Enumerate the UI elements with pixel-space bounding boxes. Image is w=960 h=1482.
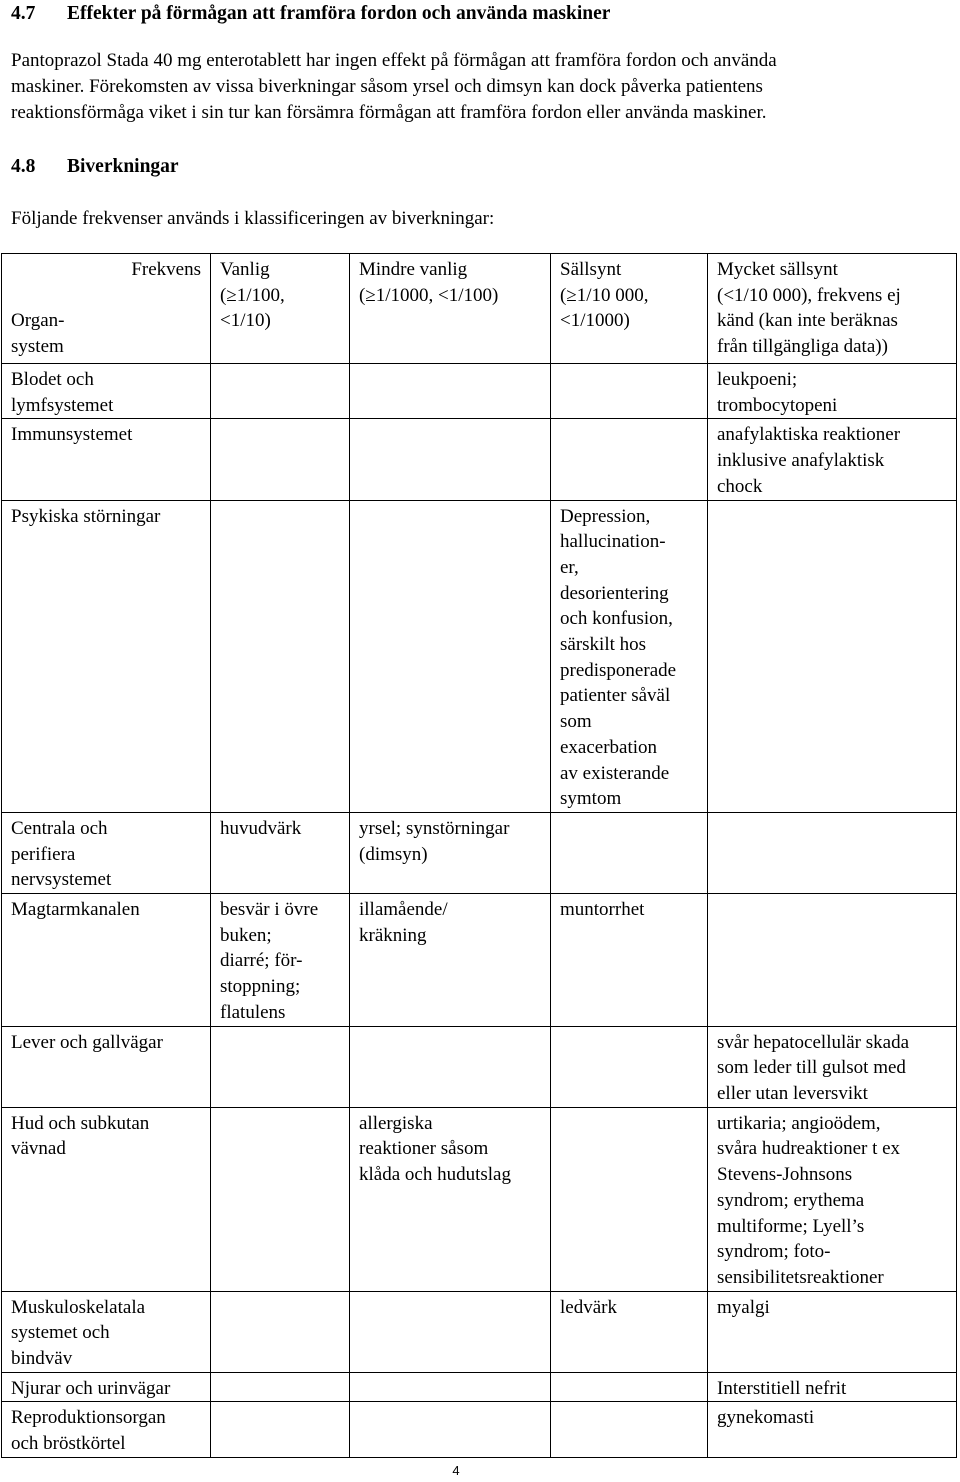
reaction-line: klåda och hudutslag xyxy=(359,1164,511,1186)
section-4-8-intro xyxy=(11,206,956,232)
frequency-header-line: (≥1/1000, <1/100) xyxy=(359,284,499,306)
frequency-header-label: Frekvens xyxy=(131,259,201,280)
section-title: Biverkningar xyxy=(67,156,179,177)
reaction-cell xyxy=(551,1107,708,1291)
reaction-line: symtom xyxy=(560,788,622,810)
organ-system-cell xyxy=(2,812,211,893)
reaction-line: svår hepatocellulär skada xyxy=(717,1031,910,1053)
reaction-line: Stevens-Johnsons xyxy=(717,1164,853,1186)
reaction-line: eller utan leversvikt xyxy=(717,1082,868,1104)
reaction-cell xyxy=(350,419,551,500)
organ-system-cell xyxy=(2,1291,211,1372)
table-row xyxy=(2,812,957,893)
reaction-cell xyxy=(551,1402,708,1457)
frequency-header-line: (<1/10 000), frekvens ej xyxy=(717,284,901,306)
frequency-header-line: Sällsynt xyxy=(560,259,622,280)
table-row xyxy=(2,1026,957,1107)
body-line: Pantoprazol Stada 40 mg enterotablett har ingen effekt på förmågan att framföra fordon och använda xyxy=(11,50,777,71)
reaction-line: allergiska xyxy=(359,1112,433,1134)
reaction-line: ledvärk xyxy=(560,1296,617,1318)
table-row xyxy=(2,500,957,812)
reaction-cell xyxy=(551,1372,708,1402)
organ-system-line: Blodet och xyxy=(11,369,94,390)
organ-system-cell xyxy=(2,419,211,500)
reaction-cell xyxy=(708,1107,957,1291)
organ-system-line: vävnad xyxy=(11,1138,66,1160)
organ-system-cell xyxy=(2,500,211,812)
reaction-cell xyxy=(211,1026,350,1107)
table-row xyxy=(2,894,957,1027)
reaction-line: som xyxy=(560,711,592,733)
reaction-line: sensibilitetsreaktioner xyxy=(717,1266,884,1288)
reaction-line: urtikaria; angioödem, xyxy=(717,1112,881,1134)
organ-system-cell xyxy=(2,1372,211,1402)
reaction-cell xyxy=(551,894,708,1027)
reaction-line: syndrom; erythema xyxy=(717,1189,865,1211)
organ-system-line: Magtarmkanalen xyxy=(11,899,140,921)
reaction-line: kräkning xyxy=(359,924,427,946)
frequency-header-line: Mycket sällsynt xyxy=(717,259,838,280)
reaction-cell xyxy=(708,894,957,1027)
organ-system-header-label: Organ- xyxy=(11,310,65,332)
organ-system-line: lymfsystemet xyxy=(11,394,114,416)
reaction-line: särskilt hos xyxy=(560,634,647,656)
reaction-line: Depression, xyxy=(560,505,651,527)
reaction-line: anafylaktiska reaktioner xyxy=(717,424,901,446)
organ-system-line: perifiera xyxy=(11,843,76,865)
table-row xyxy=(2,364,957,419)
reaction-cell xyxy=(708,1026,957,1107)
intro-text: Följande frekvenser används i klassificeringen av biverkningar: xyxy=(11,208,495,229)
reaction-cell xyxy=(211,812,350,893)
reaction-cell xyxy=(708,1372,957,1402)
reaction-cell xyxy=(708,1402,957,1457)
reaction-cell xyxy=(350,1107,551,1291)
organ-system-cell xyxy=(2,894,211,1027)
frequency-header-line: från tillgängliga data)) xyxy=(717,336,888,358)
frequency-header-line: <1/1000) xyxy=(560,310,630,332)
reaction-line: huvudvärk xyxy=(220,817,302,839)
section-4-7-heading xyxy=(11,1,610,27)
organ-system-line: Njurar och urinvägar xyxy=(11,1377,171,1399)
table-row xyxy=(2,1402,957,1457)
reaction-cell xyxy=(708,1291,957,1372)
reaction-cell xyxy=(708,419,957,500)
page-number: 4 xyxy=(452,1463,460,1478)
organ-system-line: och bröstkörtel xyxy=(11,1433,126,1455)
organ-system-cell xyxy=(2,1107,211,1291)
reaction-cell xyxy=(708,500,957,812)
reaction-line: multiforme; Lyell’s xyxy=(717,1215,865,1237)
frequency-header-line: (≥1/100, xyxy=(220,284,285,306)
frequency-header-cell xyxy=(350,254,551,364)
corner-spacer xyxy=(11,283,201,309)
reaction-line: trombocytopeni xyxy=(717,394,838,416)
reaction-line: muntorrhet xyxy=(560,899,645,921)
reaction-cell xyxy=(551,1026,708,1107)
organ-system-line: Immunsystemet xyxy=(11,424,133,446)
body-line: maskiner. Förekomsten av vissa biverkningar såsom yrsel och dimsyn kan dock påverka patientens xyxy=(11,76,763,97)
reaction-cell xyxy=(551,500,708,812)
reaction-line: av existerande xyxy=(560,762,670,784)
reaction-line: predisponerade xyxy=(560,659,677,681)
reaction-cell xyxy=(551,419,708,500)
reaction-line: myalgi xyxy=(717,1296,770,1318)
reaction-line: inklusive anafylaktisk xyxy=(717,450,885,472)
reaction-line: (dimsyn) xyxy=(359,843,428,865)
section-4-8-heading xyxy=(11,154,179,180)
reaction-line: yrsel; synstörningar xyxy=(359,817,510,839)
table-row xyxy=(2,1107,957,1291)
organ-system-line: Centrala och xyxy=(11,817,108,839)
frequency-header-cell xyxy=(551,254,708,364)
reaction-line: stoppning; xyxy=(220,976,301,998)
organ-system-line: Hud och subkutan xyxy=(11,1112,150,1134)
section-4-7-body xyxy=(11,48,956,126)
reaction-line: hallucination- xyxy=(560,531,666,553)
reaction-line: svåra hudreaktioner t ex xyxy=(717,1138,901,1160)
reaction-cell xyxy=(708,364,957,419)
table-row xyxy=(2,1372,957,1402)
section-title: Effekter på förmågan att framföra fordon och använda maskiner xyxy=(67,3,611,24)
frequency-header-cell xyxy=(708,254,957,364)
adverse-reactions-table xyxy=(1,253,957,1458)
organ-system-line: bindväv xyxy=(11,1348,73,1370)
reaction-cell xyxy=(211,500,350,812)
reaction-line: illamående/ xyxy=(359,899,448,921)
reaction-cell xyxy=(551,364,708,419)
organ-system-line: Lever och gallvägar xyxy=(11,1031,163,1053)
reaction-line: chock xyxy=(717,475,763,497)
reaction-line: desorientering xyxy=(560,582,669,604)
organ-system-cell xyxy=(2,364,211,419)
reaction-cell xyxy=(211,894,350,1027)
reaction-line: diarré; för- xyxy=(220,950,303,972)
reaction-line: flatulens xyxy=(220,1001,286,1023)
reaction-line: besvär i övre xyxy=(220,899,319,921)
reaction-cell xyxy=(708,812,957,893)
reaction-cell xyxy=(350,1291,551,1372)
frequency-header-line: <1/10) xyxy=(220,310,271,332)
frequency-header-line: Vanlig xyxy=(220,259,270,280)
reaction-line: buken; xyxy=(220,924,272,946)
reaction-cell xyxy=(211,419,350,500)
section-number: 4.8 xyxy=(11,156,36,177)
reaction-line: er, xyxy=(560,556,579,578)
frequency-header-line: Mindre vanlig xyxy=(359,259,468,280)
reaction-cell xyxy=(211,1372,350,1402)
reaction-cell xyxy=(350,1372,551,1402)
table-row xyxy=(2,1291,957,1372)
reaction-cell xyxy=(350,500,551,812)
organ-system-cell xyxy=(2,1402,211,1457)
reaction-cell xyxy=(350,812,551,893)
organ-system-line: Reproduktionsorgan xyxy=(11,1407,166,1429)
reaction-line: exacerbation xyxy=(560,736,658,758)
body-line: reaktionsförmåga viket i sin tur kan försämra förmågan att framföra fordon eller använda maskiner. xyxy=(11,102,767,123)
organ-system-cell xyxy=(2,1026,211,1107)
reaction-cell xyxy=(350,1402,551,1457)
reaction-cell xyxy=(551,1291,708,1372)
organ-system-line: systemet och xyxy=(11,1322,110,1344)
reaction-line: syndrom; foto- xyxy=(717,1241,831,1263)
organ-system-line: nervsystemet xyxy=(11,869,112,891)
reaction-cell xyxy=(551,812,708,893)
frequency-header-cell xyxy=(211,254,350,364)
table-row xyxy=(2,419,957,500)
reaction-line: och konfusion, xyxy=(560,608,673,630)
frequency-header-line: (≥1/10 000, xyxy=(560,284,649,306)
section-number: 4.7 xyxy=(11,3,36,24)
reaction-cell xyxy=(211,364,350,419)
reaction-line: leukpoeni; xyxy=(717,369,798,390)
reaction-line: Interstitiell nefrit xyxy=(717,1377,847,1399)
reaction-cell xyxy=(211,1402,350,1457)
reaction-cell xyxy=(211,1291,350,1372)
reaction-cell xyxy=(211,1107,350,1291)
reaction-cell xyxy=(350,894,551,1027)
organ-system-header-label: system xyxy=(11,336,64,358)
organ-system-line: Psykiska störningar xyxy=(11,505,161,527)
reaction-line: som leder till gulsot med xyxy=(717,1057,906,1079)
header-corner-cell xyxy=(2,254,211,364)
table-header-row xyxy=(2,254,957,364)
frequency-header-line: känd (kan inte beräknas xyxy=(717,310,898,332)
reaction-cell xyxy=(350,1026,551,1107)
reaction-line: reaktioner såsom xyxy=(359,1138,489,1160)
reaction-cell xyxy=(350,364,551,419)
reaction-line: gynekomasti xyxy=(717,1407,815,1429)
reaction-line: patienter såväl xyxy=(560,685,671,707)
organ-system-line: Muskuloskelatala xyxy=(11,1296,146,1318)
